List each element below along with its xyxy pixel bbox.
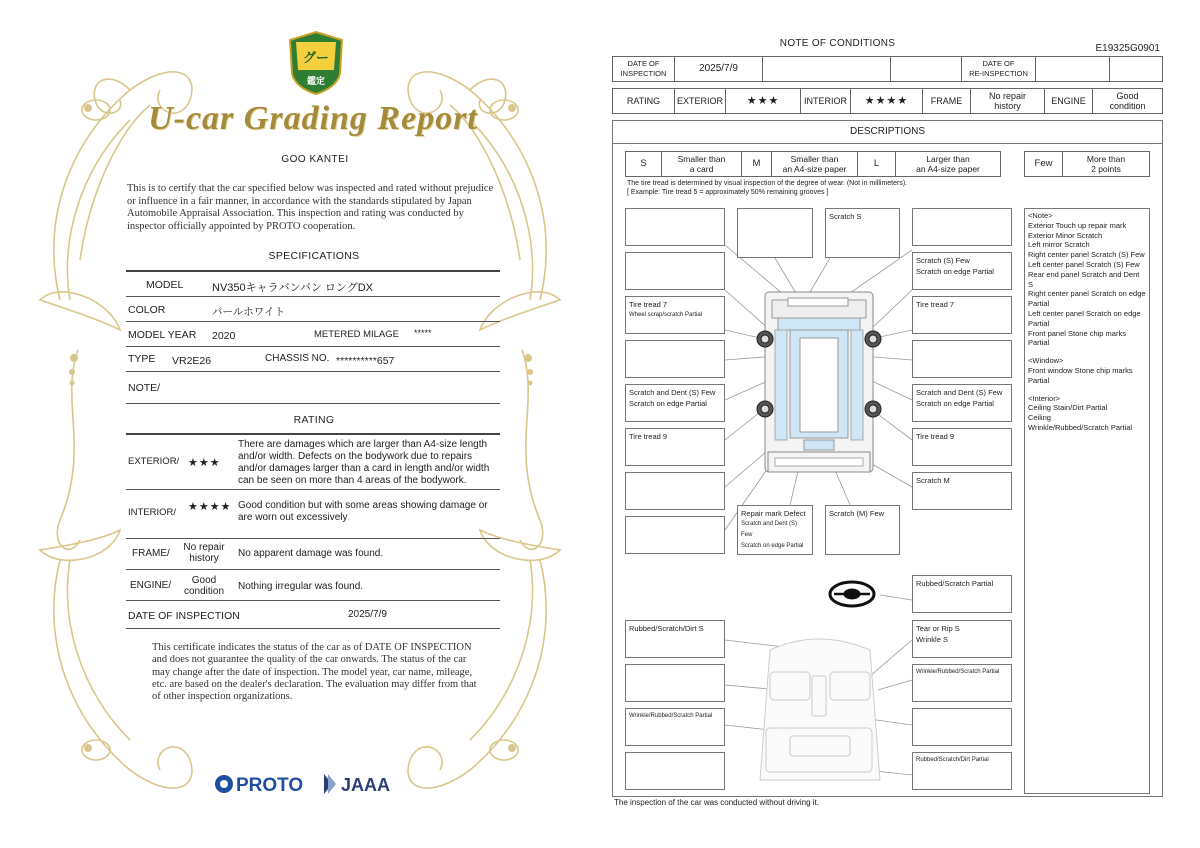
damage-box-right-rear: Scratch M <box>912 472 1012 510</box>
size-m-desc-line1: Smaller than <box>790 154 839 164</box>
size-m-desc <box>772 152 858 177</box>
left-front-tire-tread: Tire tread 7 <box>629 300 668 309</box>
damage-box-interior-left-2 <box>625 664 725 702</box>
damage-box-right-2 <box>912 340 1012 378</box>
interior-stars: ★★★★ <box>851 89 923 114</box>
rating-heading: RATING <box>293 414 335 426</box>
interior-right-1-line1: Tear or Rip S <box>916 624 960 633</box>
divider <box>126 321 500 322</box>
damage-box-right-tire-front: Tire tread 7 <box>912 296 1012 334</box>
engine-value-line2: condition <box>183 586 225 597</box>
jaaa-logo-text: JAAA <box>341 775 391 795</box>
damage-box-steering: Rubbed/Scratch Partial <box>912 575 1012 613</box>
damage-box-interior-right-1 <box>912 620 1012 658</box>
damage-box-rear-left <box>737 505 813 555</box>
damage-box-front-right <box>912 208 1012 246</box>
right-side-damage-line2: Scratch on edge Partial <box>916 399 994 408</box>
divider <box>126 628 500 629</box>
window-group <box>1028 356 1146 385</box>
date-of-inspection-label: DATE OF INSPECTION <box>128 610 240 622</box>
frame-value-line1: No repair <box>989 91 1027 101</box>
notes-panel <box>1024 208 1150 794</box>
note-group <box>1028 211 1146 348</box>
frame-label: FRAME/ <box>132 548 170 559</box>
note-line: Left center panel Scratch on edge Partial <box>1028 308 1141 328</box>
damage-box-interior-left-1: Rubbed/Scratch/Dirt S <box>625 620 725 658</box>
rear-left-damage-line2: Scratch and Dent (S) Few <box>741 521 798 538</box>
damage-box-right-1-line2: Scratch on edge Partial <box>916 267 994 276</box>
frame-value-line1: No repair <box>183 542 225 553</box>
right-side-damage-line1: Scratch and Dent (S) Few <box>916 388 1003 397</box>
damage-box-left-tire-front <box>625 296 725 334</box>
interior-header: INTERIOR <box>801 89 851 114</box>
damage-box-left-side <box>625 384 725 422</box>
interior-line: Ceiling Stain/Dirt Partial <box>1028 403 1108 413</box>
divider <box>126 600 500 601</box>
engine-value-line2: condition <box>1109 101 1146 111</box>
interior-right-2-text: Wrinkle/Rubbed/Scratch Partial <box>916 669 1000 675</box>
type-value: VR2E26 <box>172 355 212 367</box>
steering-wheel-icon <box>830 582 874 606</box>
report-subtitle: GOO KANTEI <box>281 154 349 165</box>
damage-box-left-tire-rear: Tire tread 9 <box>625 428 725 466</box>
color-label: COLOR <box>128 304 166 316</box>
divider <box>126 346 500 347</box>
interior-line: Wrinkle/Rubbed/Scratch Partial <box>1028 422 1133 432</box>
noc-title: NOTE OF CONDITIONS <box>779 38 896 49</box>
damage-box-front-center: Scratch S <box>825 208 900 258</box>
model-value: NV350キャラバンバン ロングDX <box>212 282 373 294</box>
engine-value-line1: Good <box>191 575 217 586</box>
size-m-desc-line2: an A4-size paper <box>782 164 847 174</box>
damage-box-right-tire-rear: Tire tread 9 <box>912 428 1012 466</box>
model-label: MODEL <box>146 279 184 291</box>
interior-right-1-line2: Wrinkle S <box>916 635 948 644</box>
jaaa-logo <box>324 774 390 795</box>
frame-value-line2: history <box>994 101 1021 111</box>
date-label-line1: DATE OF <box>627 59 660 68</box>
left-front-wheel-damage: Wheel scrap/scratch Partial <box>629 312 703 318</box>
proto-logo <box>215 775 303 796</box>
damage-box-right-1 <box>912 252 1012 290</box>
model-year-label: MODEL YEAR <box>128 329 197 341</box>
size-s-desc-line2: a card <box>689 164 714 174</box>
engine-header: ENGINE <box>1045 89 1093 114</box>
report-title: U-car Grading Report <box>148 100 478 137</box>
note-line: Left center panel Scratch (S) Few <box>1028 259 1140 269</box>
interior-line: Ceiling <box>1028 413 1051 423</box>
frame-value <box>176 542 232 564</box>
damage-box-front-center-left <box>737 208 813 258</box>
size-s-desc <box>662 152 742 177</box>
divider <box>126 270 500 272</box>
rear-left-damage-line1: Repair mark Defect <box>741 509 806 518</box>
note-line: Left mirror Scratch <box>1028 240 1090 250</box>
few-label: Few <box>1025 152 1063 177</box>
window-heading: <Window> <box>1028 356 1064 366</box>
goo-kantei-badge <box>286 30 346 96</box>
interior-group <box>1028 394 1146 433</box>
exterior-header: EXTERIOR <box>675 89 726 114</box>
exterior-stars: ★★★ <box>188 457 221 469</box>
note-line: Exterior Touch up repair mark <box>1028 220 1127 230</box>
interior-description: Good condition but with some areas showing damage or are worn out excessively <box>238 500 488 523</box>
size-m: M <box>742 152 772 177</box>
divider <box>126 403 500 404</box>
damage-box-right-1-line1: Scratch (S) Few <box>916 256 970 265</box>
exterior-description: There are damages which are larger than A4-size length and/or width. Defects on the bodywork due to repairs and/or damages larger than a card in length and/or width can be seen on more than 4 areas of the bodywork. <box>238 439 490 486</box>
note-line: Right center panel Scratch on edge Partial <box>1028 289 1146 309</box>
frame-value <box>971 89 1045 114</box>
left-side-damage-line2: Scratch on edge Partial <box>629 399 707 408</box>
empty-cell <box>891 57 962 82</box>
intro-paragraph: This is to certify that the car specified below was inspected and rated without prejudice or influence in a fair manner, in accordance with the standards stipulated by Japan Automobile Appraisal Association. This inspection and rating was conducted by inspector officially appointed by PROTO cooperation. <box>127 183 494 232</box>
date-of-inspection-header <box>613 57 675 82</box>
engine-description: Nothing irregular was found. <box>238 581 364 592</box>
damage-box-interior-right-2 <box>912 664 1012 702</box>
interior-left-3-text: Wrinkle/Rubbed/Scratch Partial <box>629 713 713 719</box>
interior-stars: ★★★★ <box>188 501 232 513</box>
re-inspection-header <box>962 57 1036 82</box>
engine-label: ENGINE/ <box>130 580 172 591</box>
tire-tread-note <box>627 179 1007 197</box>
size-l: L <box>858 152 896 177</box>
document-code: E19325G0901 <box>1095 43 1160 54</box>
empty-cell <box>763 57 891 82</box>
date-of-inspection-value: 2025/7/9 <box>675 57 763 82</box>
size-s-desc-line1: Smaller than <box>677 154 726 164</box>
rating-summary-table <box>612 88 1163 114</box>
badge-bottom-text: 鑑定 <box>306 77 326 87</box>
re-inspection-value <box>1036 57 1110 82</box>
damage-box-left-2 <box>625 340 725 378</box>
divider <box>126 538 500 539</box>
tire-tread-note-line1: The tire tread is determined by visual inspection of the degree of wear. (Not in millimeters). <box>627 180 908 187</box>
size-legend-table <box>625 151 1001 177</box>
date-label-line2: INSPECTION <box>620 69 667 78</box>
interior-cabin-sketch <box>760 639 880 780</box>
divider <box>126 433 500 435</box>
damage-box-interior-right-3 <box>912 708 1012 746</box>
frame-description: No apparent damage was found. <box>238 548 384 559</box>
size-s: S <box>626 152 662 177</box>
few-desc-line2: 2 points <box>1091 164 1121 174</box>
note-line: Exterior Minor Scratch <box>1028 230 1103 240</box>
footer-disclaimer: This certificate indicates the status of the car as of DATE OF INSPECTION and does not guarantee the quality of the car onwards. The status of the car may change after the date of inspection. The model year, car name, mileage, etc. are based on the dealer's declaration. The evaluation may differ from that of other inspection organizations. <box>152 642 477 703</box>
few-desc <box>1063 152 1150 177</box>
inspection-date-table <box>612 56 1163 82</box>
exterior-stars: ★★★ <box>726 89 801 114</box>
left-side-damage-line1: Scratch and Dent (S) Few <box>629 388 716 397</box>
interior-heading: <Interior> <box>1028 393 1061 403</box>
descriptions-heading: DESCRIPTIONS <box>612 120 1163 144</box>
damage-box-left-4 <box>625 516 725 554</box>
chassis-value: **********657 <box>336 355 395 367</box>
note-label: NOTE/ <box>128 382 161 394</box>
model-year-value: 2020 <box>212 330 236 342</box>
rating-header: RATING <box>613 89 675 114</box>
note-line: Right center panel Scratch (S) Few <box>1028 250 1145 260</box>
reinspect-label-line1: DATE OF <box>982 59 1015 68</box>
note-line: Rear end panel Scratch and Dent S <box>1028 269 1140 289</box>
exterior-label: EXTERIOR/ <box>128 456 180 467</box>
color-value: パールホワイト <box>212 306 285 318</box>
date-of-inspection-value: 2025/7/9 <box>348 609 387 620</box>
divider <box>126 371 500 372</box>
proto-logo-text: PROTO <box>236 775 304 796</box>
few-desc-line1: More than <box>1086 154 1126 164</box>
divider <box>126 569 500 570</box>
size-l-desc-line1: Larger than <box>926 154 970 164</box>
badge-top-text: グー <box>302 51 330 66</box>
engine-value-line1: Good <box>1116 91 1139 101</box>
size-l-desc <box>896 152 1001 177</box>
interior-right-4-text: Rubbed/Scratch/Dirt Partial <box>916 757 989 763</box>
damage-box-left-3 <box>625 472 725 510</box>
type-label: TYPE <box>128 353 156 365</box>
damage-box-interior-left-4 <box>625 752 725 790</box>
reinspect-label-line2: RE-INSPECTION <box>969 69 1028 78</box>
damage-box-interior-left-3 <box>625 708 725 746</box>
tire-tread-note-line2: [ Example: Tire tread 5 = approximately 50% remaining grooves ] <box>627 189 829 196</box>
partner-logos <box>214 770 404 798</box>
damage-box-right-side <box>912 384 1012 422</box>
frame-value-line2: history <box>189 553 219 564</box>
divider <box>126 296 500 297</box>
note-heading: <Note> <box>1028 211 1053 220</box>
engine-value <box>1093 89 1163 114</box>
few-legend-table <box>1024 151 1150 177</box>
damage-box-front-left <box>625 208 725 246</box>
specifications-heading: SPECIFICATIONS <box>268 250 360 262</box>
damage-box-left-1 <box>625 252 725 290</box>
empty-cell <box>1110 57 1163 82</box>
window-line: Front window Stone chip marks Partial <box>1028 365 1133 385</box>
engine-value <box>176 575 232 597</box>
inspection-disclaimer: The inspection of the car was conducted without driving it. <box>614 798 819 807</box>
chassis-label: CHASSIS NO. <box>265 353 330 364</box>
metered-mileage-value: ***** <box>414 328 432 338</box>
size-l-desc-line2: an A4-size paper <box>916 164 980 174</box>
damage-box-interior-right-4 <box>912 752 1012 790</box>
rear-left-damage-line3: Scratch on edge Partial <box>741 543 804 549</box>
metered-mileage-label: METERED MILAGE <box>314 329 399 340</box>
note-line: Front panel Stone chip marks Partial <box>1028 328 1126 348</box>
van-top-view <box>765 292 873 472</box>
interior-label: INTERIOR/ <box>128 507 177 518</box>
damage-box-rear-right: Scratch (M) Few <box>825 505 900 555</box>
divider <box>126 489 500 490</box>
frame-header: FRAME <box>923 89 971 114</box>
